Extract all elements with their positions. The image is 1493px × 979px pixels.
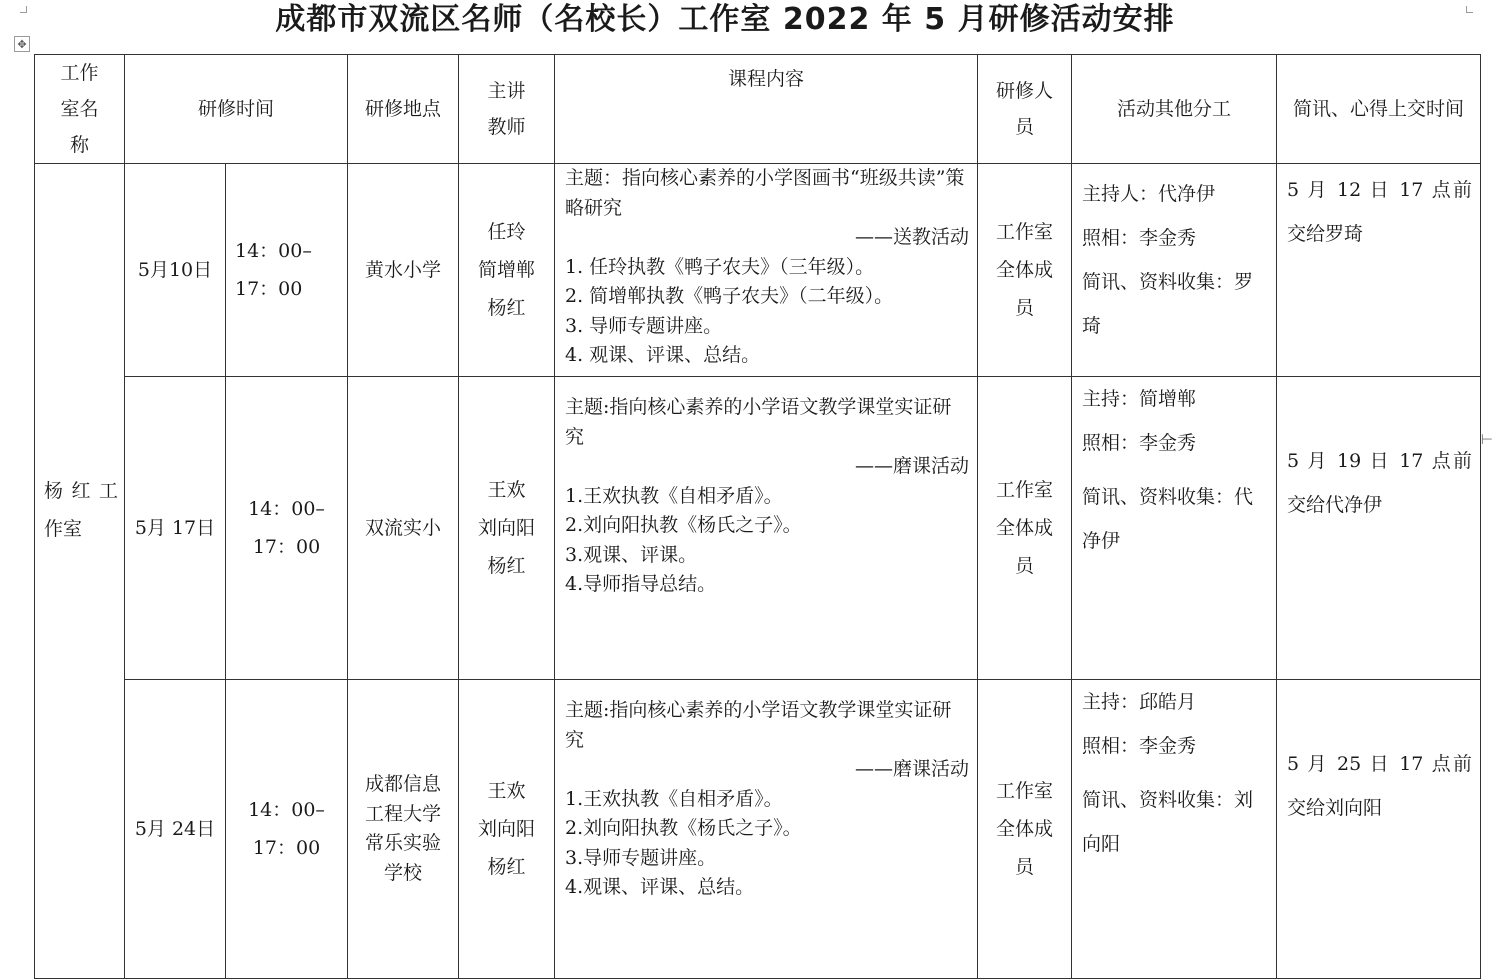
course-item: 1.王欢执教《自相矛盾》。 xyxy=(565,787,783,810)
course-item: 4.导师指导总结。 xyxy=(565,573,717,595)
header-deadline: 简讯、心得上交时间 xyxy=(1277,55,1481,164)
corner-mark-icon xyxy=(20,6,27,13)
roles-cell xyxy=(1072,377,1277,680)
teacher-name: 杨红 xyxy=(487,555,526,577)
teacher-name: 王欢 xyxy=(487,780,526,802)
table-move-handle-icon[interactable]: ✥ xyxy=(14,36,30,52)
teachers-cell xyxy=(459,164,555,377)
header-location: 研修地点 xyxy=(348,55,459,164)
participants-cell: 工作室全体成员 xyxy=(978,164,1072,377)
date-cell: 5月 17日 xyxy=(125,377,226,680)
role-item: 简讯、资料收集：刘向阳 xyxy=(1082,789,1254,855)
deadline-cell: 5 月 25 日 17 点前 交给刘向阳 xyxy=(1277,680,1481,979)
studio-name-cell: 杨红工作室 xyxy=(35,164,125,979)
role-item: 照相：李金秀 xyxy=(1082,735,1197,757)
course-content-cell xyxy=(555,377,978,680)
location-cell: 黄水小学 xyxy=(348,164,459,377)
location-cell: 成都信息工程大学常乐实验学校 xyxy=(348,680,459,979)
teacher-name: 刘向阳 xyxy=(477,818,535,840)
role-item: 主持：邱皓月 xyxy=(1082,691,1197,713)
course-item: 3.导师专题讲座。 xyxy=(565,846,717,869)
course-item: 2.刘向阳执教《杨氏之子》。 xyxy=(565,514,802,536)
course-item: 3.观课、评课。 xyxy=(565,543,698,566)
activity-type: ——磨课活动 xyxy=(854,455,969,477)
roles-cell xyxy=(1072,680,1277,979)
role-item: 简讯、资料收集：代净伊 xyxy=(1082,486,1254,552)
course-item: 2. 简增郸执教《鸭子农夫》（二年级）。 xyxy=(565,285,894,307)
course-item: 1. 任玲执教《鸭子农夫》（三年级）。 xyxy=(565,255,875,278)
course-content-cell xyxy=(555,164,978,377)
teacher-name: 简增郸 xyxy=(477,259,535,281)
time-cell: 14：00–17：00 xyxy=(226,680,348,979)
header-roles: 活动其他分工 xyxy=(1072,55,1277,164)
table-resize-edge-icon[interactable]: ⊢ xyxy=(1480,432,1493,448)
teacher-name: 杨红 xyxy=(487,297,526,319)
corner-mark-icon xyxy=(1466,6,1473,13)
date-cell: 5月10日 xyxy=(125,164,226,377)
teachers-cell xyxy=(459,377,555,680)
teacher-name: 杨红 xyxy=(487,856,526,878)
header-studio-name: 工作室名称 xyxy=(35,55,125,164)
deadline-cell: 5 月 12 日 17 点前 交给罗琦 xyxy=(1277,164,1481,377)
header-teachers: 主讲教师 xyxy=(459,55,555,164)
course-theme: 主题：指向核心素养的小学图画书“班级共读”策略研究 xyxy=(565,167,965,219)
teacher-name: 王欢 xyxy=(487,479,526,501)
teachers-cell xyxy=(459,680,555,979)
course-theme: 主题:指向核心素养的小学语文教学课堂实证研究 xyxy=(565,396,952,448)
teacher-name: 任玲 xyxy=(487,221,526,243)
table-row xyxy=(35,164,1481,377)
time-cell: 14：00–17：00 xyxy=(226,377,348,680)
document-title: 成都市双流区名师（名校长）工作室 2022 年 5 月研修活动安排 xyxy=(275,2,1175,37)
roles-cell xyxy=(1072,164,1277,377)
table-row xyxy=(35,377,1481,680)
teacher-name: 刘向阳 xyxy=(477,517,535,539)
header-time: 研修时间 xyxy=(125,55,348,164)
course-item: 4.观课、评课、总结。 xyxy=(565,876,755,898)
date-cell: 5月 24日 xyxy=(125,680,226,979)
course-item: 2.刘向阳执教《杨氏之子》。 xyxy=(565,817,802,839)
role-item: 主持人：代净伊 xyxy=(1082,183,1216,205)
time-cell: 14：00–17：00 xyxy=(226,164,348,377)
activity-type: ——磨课活动 xyxy=(854,758,969,780)
course-item: 4. 观课、评课、总结。 xyxy=(565,344,761,366)
role-item: 主持：简增郸 xyxy=(1082,388,1197,410)
header-participants: 研修人员 xyxy=(978,55,1072,164)
participants-cell: 工作室全体成员 xyxy=(978,377,1072,680)
course-item: 3. 导师专题讲座。 xyxy=(565,314,723,337)
deadline-cell: 5 月 19 日 17 点前 交给代净伊 xyxy=(1277,377,1481,680)
schedule-table xyxy=(34,54,1481,979)
role-item: 照相：李金秀 xyxy=(1082,227,1197,249)
header-course: 课程内容 xyxy=(555,55,978,164)
table-header-row xyxy=(35,55,1481,164)
role-item: 照相：李金秀 xyxy=(1082,432,1197,454)
course-content-cell xyxy=(555,680,978,979)
table-row xyxy=(35,680,1481,979)
location-cell: 双流实小 xyxy=(348,377,459,680)
activity-type: ——送教活动 xyxy=(854,226,969,248)
course-theme: 主题:指向核心素养的小学语文教学课堂实证研究 xyxy=(565,699,952,751)
course-item: 1.王欢执教《自相矛盾》。 xyxy=(565,484,783,507)
role-item: 简讯、资料收集：罗琦 xyxy=(1082,271,1254,337)
participants-cell: 工作室全体成员 xyxy=(978,680,1072,979)
